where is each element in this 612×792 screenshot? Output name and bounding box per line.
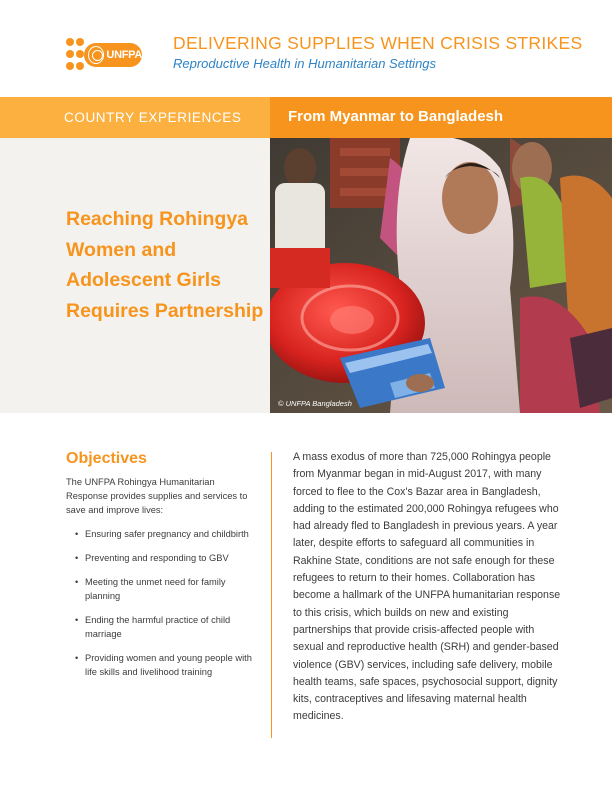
logo-text: UNFPA xyxy=(106,49,142,61)
objectives-sidebar xyxy=(66,450,256,689)
objectives-heading: Objectives xyxy=(66,450,147,467)
column-divider xyxy=(271,452,272,738)
band-right xyxy=(270,97,612,138)
country-label: From Myanmar to Bangladesh xyxy=(288,108,504,125)
page-header xyxy=(0,0,612,97)
refugee-women-receiving-supplies-photo xyxy=(270,138,612,413)
photo-credit: © UNFPA Bangladesh xyxy=(278,399,352,408)
section-band xyxy=(0,97,612,138)
list-item: • Ending the harmful practice of child marriage xyxy=(66,613,256,641)
page-title: Reaching Rohingya Women and Adolescent Girls Requires Partnership xyxy=(66,208,264,322)
body-paragraph: A mass exodus of more than 725,000 Rohingya people from Myanmar began in mid-August 2017, with many forced to flee to the Cox's Bazar area in Bangladesh, adding to the estimated 200,000 Rohingya refugees who had already fled to Bangladesh in previous years. A year later, despite efforts to safeguard all communities in Rakhine State, conditions are not safe enough for these refugees to return to their homes. Collaboration has become a hallmark of the UNFPA humanitarian response to this crisis, which builds on new and existing partnerships that provide crisis-affected people with sexual and reproductive health (SRH) and gender-based violence (GBV) services, including safe delivery, mobile health teams, safe spaces, psychosocial support, dignity kits, contraceptives and lifesaving maternal health medicines. xyxy=(293,451,561,723)
list-item: • Providing women and young people with life skills and livelihood training xyxy=(66,651,256,679)
logo-mark xyxy=(84,43,142,67)
list-item: • Meeting the unmet need for family planning xyxy=(66,575,256,603)
hero-photo xyxy=(270,138,612,413)
series-subtitle: Reproductive Health in Humanitarian Settings xyxy=(173,56,437,71)
series-title: DELIVERING SUPPLIES WHEN CRISIS STRIKES xyxy=(173,33,583,53)
objectives-intro: The UNFPA Rohingya Humanitarian Response provides supplies and services to save and improve lives: xyxy=(66,477,248,515)
unfpa-logo xyxy=(66,36,142,72)
list-item: • Preventing and responding to GBV xyxy=(66,551,256,565)
list-item: • Ensuring safer pregnancy and childbirth xyxy=(66,527,256,541)
hero-panel xyxy=(0,138,270,413)
section-label: COUNTRY EXPERIENCES xyxy=(64,110,242,125)
un-emblem-icon xyxy=(88,46,104,64)
band-left xyxy=(0,97,270,138)
objectives-list xyxy=(66,527,256,679)
